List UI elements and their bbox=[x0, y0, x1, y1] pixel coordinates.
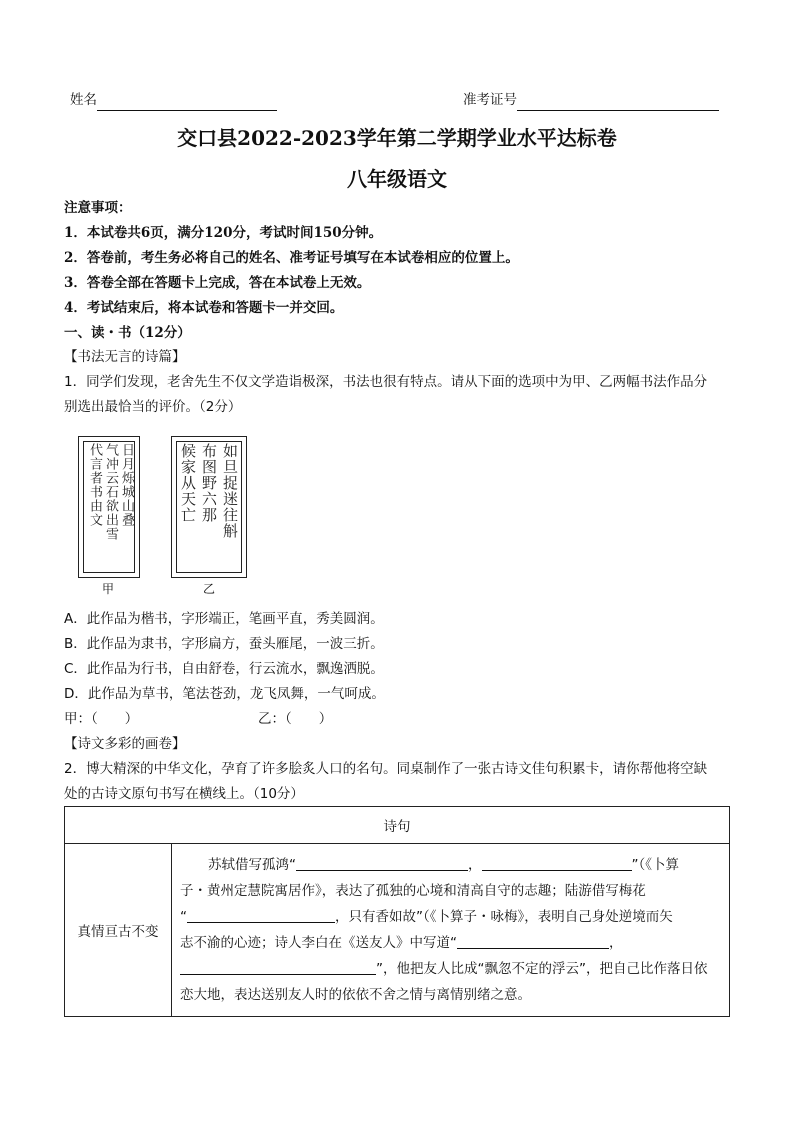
cell-text: 恋大地，表达送别友人时的依依不舍之情与离情别绪之意。 bbox=[180, 987, 531, 1003]
calligraphy-b-image bbox=[171, 436, 247, 578]
section-heading: 一、读・书（12分） bbox=[64, 325, 191, 341]
poem-card-table bbox=[64, 806, 730, 1017]
cell-text: “ bbox=[180, 909, 187, 925]
answer-blank-4[interactable] bbox=[457, 933, 609, 949]
notice-item: 4．考试结束后，将本试卷和答题卡一并交回。 bbox=[64, 300, 344, 316]
subsection-title: 【诗文多彩的画卷】 bbox=[64, 736, 186, 752]
answer-a-slot[interactable]: 甲：（ ） bbox=[64, 711, 139, 727]
exam-id-label: 准考证号 bbox=[463, 92, 517, 108]
question-1-text-cont: 别选出最恰当的评价。（2分） bbox=[64, 399, 242, 415]
cell-text: ”，他把友人比成“飘忽不定的浮云”，把自己比作落日依 bbox=[376, 961, 708, 977]
cell-text: 子・黄州定慧院寓居作》，表达了孤独的心境和清高自守的志趣；陆游借写梅花 bbox=[180, 883, 646, 899]
page-subtitle: 八年级语文 bbox=[347, 167, 447, 191]
question-1-text: 1．同学们发现，老舍先生不仅文学造诣极深，书法也很有特点。请从下面的选项中为甲、乙两幅书法作品分 bbox=[64, 374, 708, 390]
calligraphy-a-column: 气冲云石欲出雪 bbox=[103, 443, 118, 541]
exam-id-blank[interactable] bbox=[517, 94, 719, 111]
exam-id-field bbox=[463, 90, 719, 111]
notice-item: 2．答卷前，考生务必将自己的姓名、准考证号填写在本试卷相应的位置上。 bbox=[64, 250, 519, 266]
question-2-text-cont: 处的古诗文原句书写在横线上。（10分） bbox=[64, 786, 304, 802]
option-d: D．此作品为草书，笔法苍劲，龙飞凤舞，一气呵成。 bbox=[64, 686, 385, 702]
calligraphy-a-column: 代言者书由文 bbox=[87, 443, 102, 527]
page-title: 交口县2022-2023学年第二学期学业水平达标卷 bbox=[177, 126, 617, 150]
cell-text: ，只有香如故”（《卜算子・咏梅》，表明自己身处逆境而矢 bbox=[335, 909, 673, 925]
notice-item: 1．本试卷共6页，满分120分，考试时间150分钟。 bbox=[64, 225, 383, 241]
name-label: 姓名 bbox=[70, 92, 97, 108]
cell-text: 苏轼借写孤鸿“ bbox=[208, 857, 296, 873]
answer-blank-3[interactable] bbox=[187, 907, 335, 923]
cell-text: ， bbox=[468, 857, 482, 873]
question-2-text: 2．博大精深的中华文化，孕育了许多脍炙人口的名句。同桌制作了一张古诗文佳句积累卡，请你帮他将空缺 bbox=[64, 761, 708, 777]
cell-text: ”（《卜算 bbox=[631, 857, 679, 873]
notice-heading: 注意事项： bbox=[64, 200, 132, 216]
subsection-title: 【书法无言的诗篇】 bbox=[64, 349, 186, 365]
name-field bbox=[70, 90, 277, 111]
option-c: C．此作品为行书，自由舒卷，行云流水，飘逸洒脱。 bbox=[64, 661, 384, 677]
calligraphy-a-image bbox=[78, 436, 140, 578]
calligraphy-b-column: 候家从天亡 bbox=[179, 443, 197, 523]
calligraphy-a-label: 甲 bbox=[102, 582, 115, 596]
answer-blank-1[interactable] bbox=[296, 855, 468, 871]
answer-b-slot[interactable]: 乙：（ ） bbox=[258, 711, 333, 727]
poem-cell bbox=[172, 844, 730, 1017]
answer-blank-5[interactable] bbox=[180, 959, 376, 975]
cell-text: ， bbox=[609, 935, 623, 951]
name-blank[interactable] bbox=[97, 94, 277, 111]
calligraphy-b-column: 布图野六那 bbox=[200, 443, 218, 523]
calligraphy-a-column: 日月烁城山叠 bbox=[119, 443, 134, 527]
row-label: 真情亘古不变 bbox=[65, 844, 172, 1017]
notice-item: 3．答卷全部在答题卡上完成，答在本试卷上无效。 bbox=[64, 275, 371, 291]
calligraphy-b-label: 乙 bbox=[203, 582, 216, 596]
cell-text: 志不渝的心迹；诗人李白在《送友人》中写道“ bbox=[180, 935, 457, 951]
option-b: B．此作品为隶书，字形扁方，蚕头雁尾，一波三折。 bbox=[64, 636, 384, 652]
option-a: A．此作品为楷书，字形端正，笔画平直，秀美圆润。 bbox=[64, 611, 384, 627]
answer-blank-2[interactable] bbox=[482, 855, 632, 871]
table-header: 诗句 bbox=[65, 807, 730, 844]
calligraphy-b-column: 如旦捉迷往斛 bbox=[221, 443, 239, 539]
